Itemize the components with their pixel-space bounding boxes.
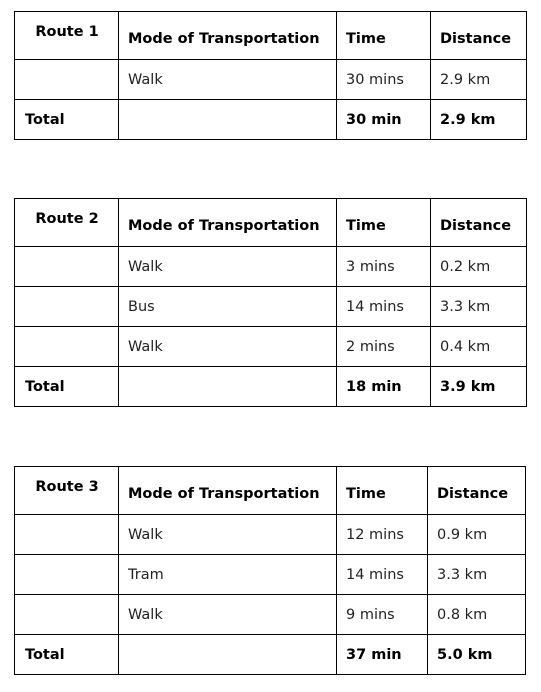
route-2-table [14,198,527,407]
mode-cell: Walk [119,327,337,367]
route-cell [15,247,119,287]
total-mode-cell [119,100,337,140]
time-header: Time [337,467,428,515]
header-row [15,467,526,515]
mode-cell: Tram [119,555,337,595]
total-row [15,635,526,675]
total-time: 37 min [337,635,428,675]
route-cell [15,327,119,367]
route-label: Route 3 [15,467,119,515]
distance-header: Distance [431,199,527,247]
time-cell: 14 mins [337,287,431,327]
mode-header: Mode of Transportation [119,467,337,515]
route-label: Route 1 [15,12,119,60]
total-mode-cell [119,367,337,407]
time-cell: 14 mins [337,555,428,595]
total-row [15,100,527,140]
distance-cell: 3.3 km [431,287,527,327]
total-label: Total [15,100,119,140]
table-row [15,595,526,635]
mode-cell: Walk [119,515,337,555]
route-cell [15,515,119,555]
total-time: 30 min [337,100,431,140]
route-label: Route 2 [15,199,119,247]
time-header: Time [337,12,431,60]
route-cell [15,555,119,595]
route-cell [15,595,119,635]
mode-header: Mode of Transportation [119,199,337,247]
distance-header: Distance [431,12,527,60]
total-distance: 5.0 km [428,635,526,675]
distance-cell: 3.3 km [428,555,526,595]
total-time: 18 min [337,367,431,407]
time-cell: 12 mins [337,515,428,555]
total-label: Total [15,367,119,407]
distance-cell: 0.9 km [428,515,526,555]
total-distance: 2.9 km [431,100,527,140]
total-label: Total [15,635,119,675]
mode-cell: Walk [119,60,337,100]
distance-cell: 0.8 km [428,595,526,635]
table-row [15,555,526,595]
mode-cell: Bus [119,287,337,327]
distance-header: Distance [428,467,526,515]
route-1-table [14,11,527,140]
table-row [15,515,526,555]
distance-cell: 2.9 km [431,60,527,100]
time-cell: 9 mins [337,595,428,635]
total-mode-cell [119,635,337,675]
route-3-table [14,466,526,675]
time-header: Time [337,199,431,247]
distance-cell: 0.4 km [431,327,527,367]
total-distance: 3.9 km [431,367,527,407]
table-row [15,60,527,100]
time-cell: 2 mins [337,327,431,367]
header-row [15,12,527,60]
time-cell: 3 mins [337,247,431,287]
route-cell [15,287,119,327]
table-row [15,327,527,367]
time-cell: 30 mins [337,60,431,100]
route-cell [15,60,119,100]
table-row [15,247,527,287]
mode-cell: Walk [119,595,337,635]
mode-cell: Walk [119,247,337,287]
table-row [15,287,527,327]
header-row [15,199,527,247]
distance-cell: 0.2 km [431,247,527,287]
total-row [15,367,527,407]
mode-header: Mode of Transportation [119,12,337,60]
